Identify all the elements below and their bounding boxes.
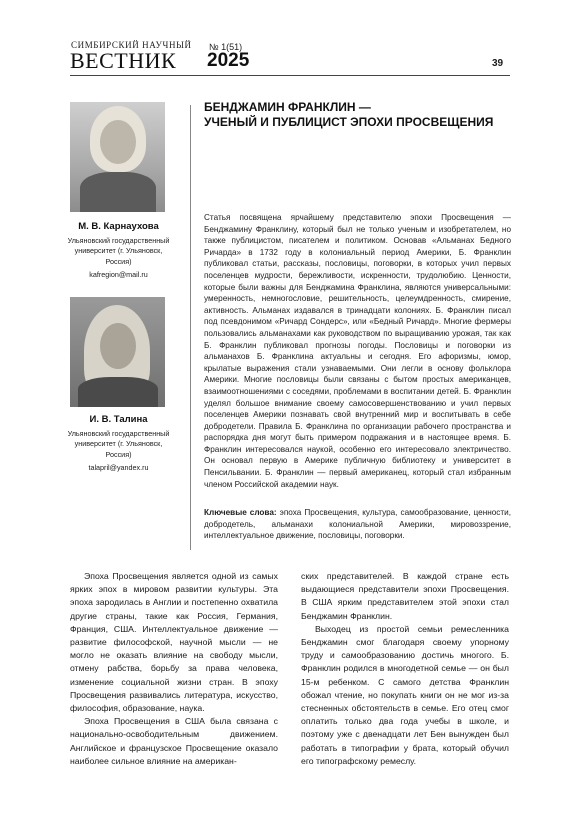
title-line-1: БЕНДЖАМИН ФРАНКЛИН —	[204, 100, 371, 114]
keywords	[204, 507, 511, 542]
author-name: М. В. Карнаухова	[78, 221, 159, 232]
header-divider	[70, 75, 510, 76]
abstract-divider	[190, 105, 191, 550]
author-email: kafregion@mail.ru	[89, 270, 148, 279]
title-line-2: УЧЕНЫЙ И ПУБЛИЦИСТ ЭПОХИ ПРОСВЕЩЕНИЯ	[204, 115, 494, 129]
author-block-2	[62, 415, 175, 474]
journal-name-small: СИМБИРСКИЙ НАУЧНЫЙ	[71, 40, 192, 50]
journal-name-big: ВЕСТНИК	[70, 48, 177, 73]
article-title	[204, 100, 493, 130]
paragraph: Выходец из простой семьи ремесленника Бенджамин смог благодаря своему упорному труду и самообразованию достичь многого. Б. Франклин родился в многодетной семье — он был 15-м ребенком. С самого детства Франклин обожал чтение, но покупать книги он не мог из-за стесненных обстоятельств в семье. Его отец смог оплатить только два года учебы в школе, и поэтому уже с двенадцати лет Бен вынужден был работать в типографии у брата, который обучил его типографскому ремеслу.	[301, 623, 509, 766]
keywords-label: Ключевые слова:	[204, 508, 277, 517]
issue-year: 2025	[207, 50, 250, 71]
paragraph: ских представителей. В каждой стране есть выдающиеся представители эпохи Просвещения. В США ярким представителем этой эпохи стал Бенджамин Франклин.	[301, 571, 509, 621]
author-photo-1	[70, 102, 165, 212]
issue-number: № 1(51)	[209, 42, 243, 52]
author-block-1	[62, 222, 175, 281]
page-number: 39	[492, 58, 504, 69]
author-name: И. В. Талина	[89, 414, 148, 425]
paragraph: Эпоха Просвещения является одной из самых ярких эпох в мировом развитии культуры. Эта эпоха зародилась в Англии и постепенно охватила другие страны, такие как Россия, Германия, Франция, США. Интеллектуальное движение — развитие философской, научной мысли — не могло не оказать влияние на свободу мысли, отмену рабства, борьбу за права человека, изменение социальной жизни стран. В эпоху Просвещения развивались литература, искусство, философия, образование, наука.	[70, 571, 278, 714]
author-photo-2	[70, 297, 165, 407]
body-column-1	[70, 570, 278, 768]
paragraph: Эпоха Просвещения в США была связана с национально-освободительным движением. Английское и французское Просвещение оказало наиболее сильное влияние на американ-	[70, 716, 278, 766]
author-affiliation: Ульяновский государственный университет (г. Ульяновск, Россия)	[67, 235, 170, 266]
author-email: talapril@yandex.ru	[88, 463, 149, 472]
keywords-text: эпоха Просвещения, культура, самообразование, ценности, добродетель, альманахи колониальной Америки, мировоззрение, интеллектуальное движение, пословицы, поговорки.	[204, 508, 511, 541]
author-affiliation: Ульяновский государственный университет (г. Ульяновск, Россия)	[67, 428, 170, 459]
abstract: Статья посвящена ярчайшему представителю эпохи Просвещения — Бенджамину Франклину, который был не только ученым и изобретателем, но также публицистом, писателем и политиком. Основав «Альманах Бедного Ричарда» в 1732 году в колониальный период Америки, Б. Франклин публиковал статьи, рассказы, пословицы, поговорки, в которых учил первых поселенцев мудрости, бережливости, искренности, трудолюбию. Ценности, которые были важны для Бенджамина Франклина, являются универсальными: умеренность, немногословие, решительность, целеумдренность, смирение, активность. Альманах издавался в тринадцати колониях. Б. Франклин писал под псевдонимом «Ричард Сондерс», или «Бедный Ричард». Многие фермеры пользовались альманахами как руководством по выращиванию урожая, так как Б. Франклин публиковал прогнозы погоды. Пословицы и поговорки из альманахов Б. Франклина актуальны и сегодня. Его афоризмы, юмор, крылатые выражения стали узнаваемыми. Они легли в основу фольклора Америки. Многие пословицы были связаны с бытом простых американцев, взаимоотношениями с соседями, проблемами в воспитании детей. Б. Франклин уделял большое внимание своему самосовершенствованию и учил первых поселенцев Америки познавать свой внутренний мир и воспитывать в себе добродетели. Правила Б. Франклина по организации рабочего пространства и распорядка дня могут быть примером подражания и в настоящее время. Б. Франклин интересовался наукой, особенно его интересовало электричество. Он основал первую в Америке публичную библиотеку и университет в Пенсильвании. Б. Франклин — первый американец, который стал избранным членом Российской академии наук.	[204, 213, 511, 489]
body-column-2	[301, 570, 509, 768]
